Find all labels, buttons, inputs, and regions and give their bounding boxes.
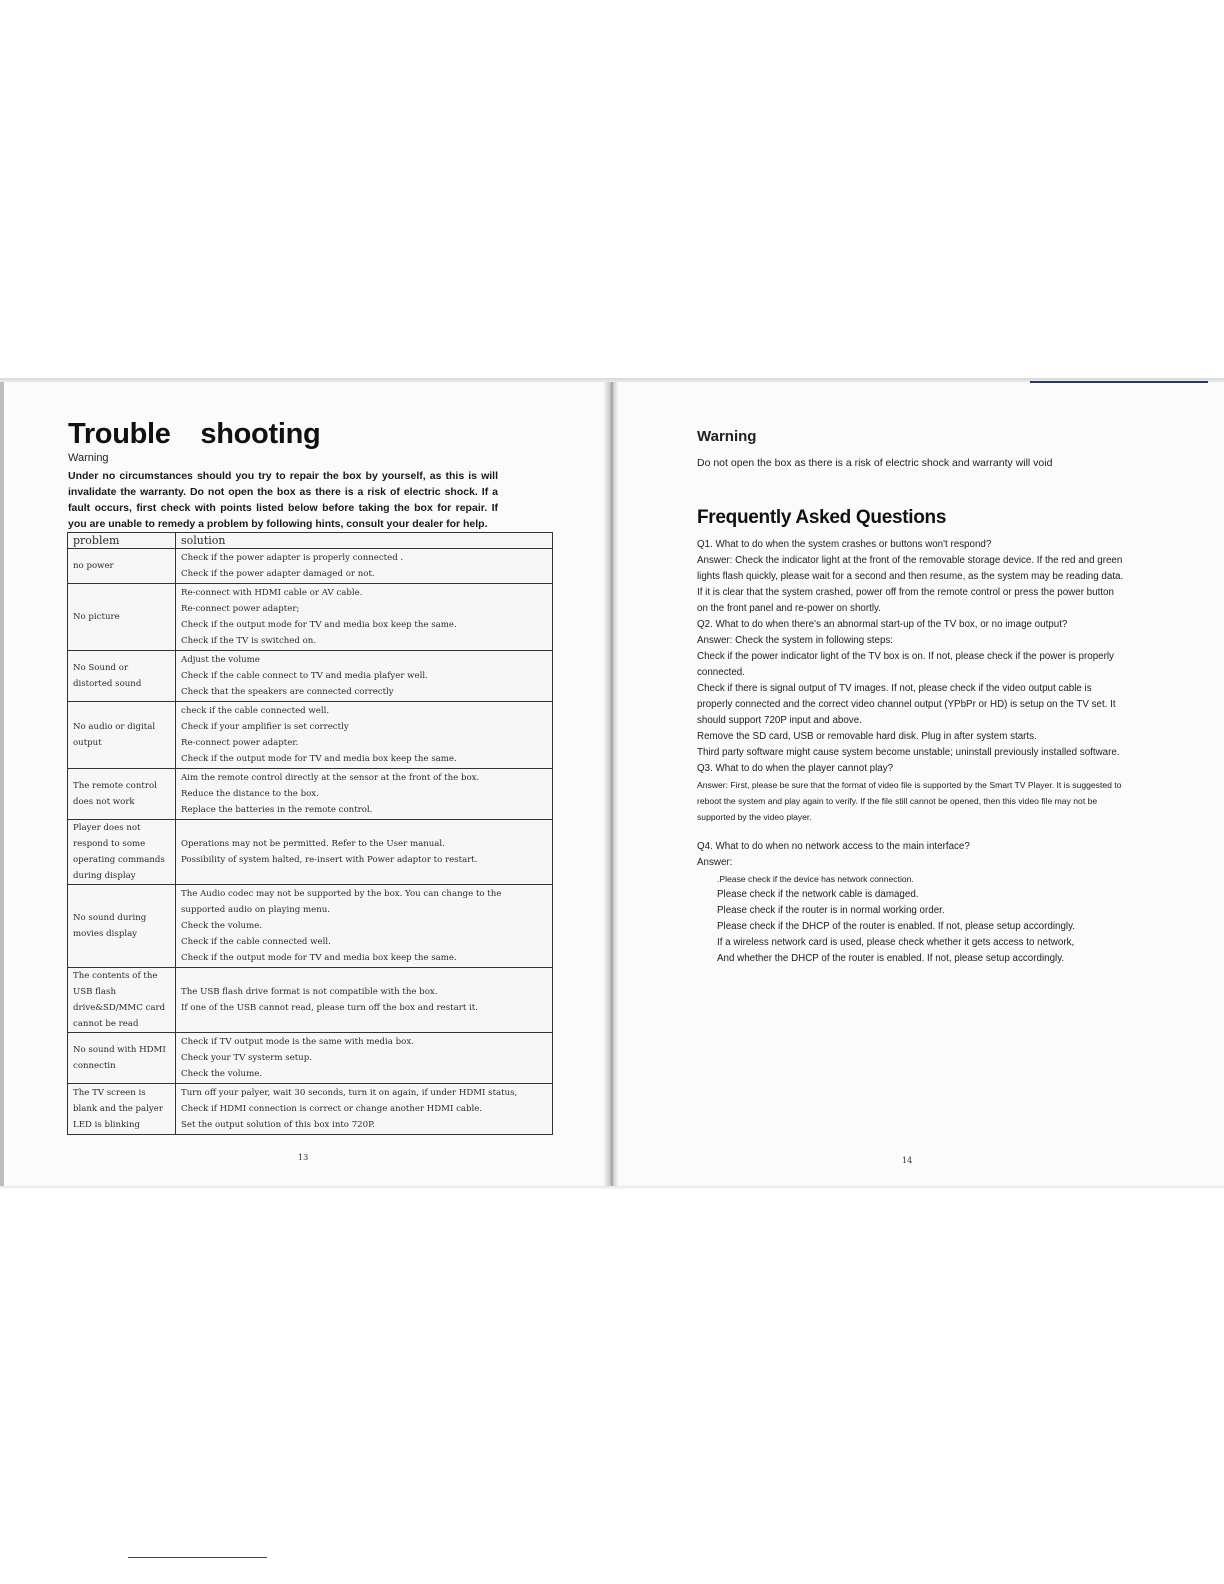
solution-line: Check that the speakers are connected correctly <box>181 687 394 697</box>
table-header-row <box>68 533 553 549</box>
faq-answer-2-line: Check if there is signal output of TV images. If not, please check if the video output cable is properly connected and the correct video channel output (YPbPr or HD) is setup on the TV set. It should support 720P input and above. <box>697 683 1116 726</box>
faq-answer-3: Answer: First, please be sure that the format of video file is supported by the Smart TV Player. It is suggested to reboot the system and play again to verify. If the file still cannot be opened, then this video file may not be supported by the video player. <box>697 780 1122 822</box>
faq-heading: Frequently Asked Questions <box>697 507 947 528</box>
solution-cell <box>176 1033 553 1084</box>
solution-cell <box>176 651 553 702</box>
solution-line: Replace the batteries in the remote control. <box>181 805 373 815</box>
solution-line: Possibility of system halted, re-insert with Power adaptor to restart. <box>181 855 478 865</box>
header-solution: solution <box>176 533 553 549</box>
warning-intro: Under no circumstances should you try to repair the box by yourself, as this is will invalidate the warranty. Do not open the box as there is a risk of electric shock. If a fault occurs, first check with points listed below before taking the box for repair. If you are unable to remedy a problem by following hints, consult your dealer for help. <box>68 470 498 530</box>
problem-cell: The remote control does not work <box>68 769 176 820</box>
solution-line: Adjust the volume <box>181 655 260 665</box>
solution-line: Check the volume. <box>181 921 263 931</box>
solution-cell <box>176 769 553 820</box>
solution-cell <box>176 584 553 651</box>
faq-answer-1: Answer: Check the indicator light at the front of the removable storage device. If the red and green lights flash quickly, please wait for a second and then resume, as the system may be reading data. If it is clear that the system crashed, power off from the remote control or press the power button on the front panel and re-power on shortly. <box>697 555 1124 614</box>
solution-line: The USB flash drive format is not compatible with the box. <box>181 987 438 997</box>
faq-answer-4-line: If a wireless network card is used, please check whether it gets access to network, <box>717 937 1075 948</box>
solution-line: Check if HDMI connection is correct or change another HDMI cable. <box>181 1104 483 1114</box>
solution-line: Aim the remote control directly at the sensor at the front of the box. <box>181 773 480 783</box>
solution-line: Operations may not be permitted. Refer to the User manual. <box>181 839 445 849</box>
troubleshooting-table <box>67 532 553 1135</box>
solution-line: If one of the USB cannot read, please turn off the box and restart it. <box>181 1003 478 1013</box>
booklet-spine <box>604 382 618 1190</box>
faq-answer-4-line: Please check if the network cable is damaged. <box>717 889 919 900</box>
solution-line: Check if the power adapter is properly connected . <box>181 553 404 563</box>
solution-line: Set the output solution of this box into 720P. <box>181 1120 375 1130</box>
solution-line: Re-connect power adapter. <box>181 738 299 748</box>
warning-heading: Warning <box>697 428 757 445</box>
solution-line: Check if the output mode for TV and media box keep the same. <box>181 953 457 963</box>
problem-cell: No Sound or distorted sound <box>68 651 176 702</box>
solution-cell <box>176 1084 553 1135</box>
problem-cell: The TV screen is blank and the palyer LED is blinking <box>68 1084 176 1135</box>
faq-spacer <box>697 825 1127 839</box>
solution-line: Re-connect power adapter; <box>181 604 300 614</box>
problem-cell: The contents of the USB flash drive&SD/MMC card cannot be read <box>68 968 176 1033</box>
page-left-edge <box>0 382 4 1190</box>
page-number-left: 13 <box>298 1153 309 1162</box>
table-row <box>68 820 553 885</box>
right-page-top-rule <box>1030 381 1208 383</box>
solution-cell <box>176 820 553 885</box>
page-title: Trouble shooting <box>68 418 321 450</box>
solution-line: The Audio codec may not be supported by the box. You can change to the supported audio on playing menu. <box>181 889 502 915</box>
table-row <box>68 651 553 702</box>
faq-answer-4-line: .Please check if the device has network connection. <box>717 874 914 884</box>
problem-cell: No sound with HDMI connectin <box>68 1033 176 1084</box>
faq-question-3: Q3. What to do when the player cannot play? <box>697 763 894 774</box>
problem-cell: Player does not respond to some operating commands during display <box>68 820 176 885</box>
solution-cell <box>176 885 553 968</box>
solution-cell <box>176 968 553 1033</box>
faq-body <box>697 537 1127 967</box>
solution-line: Check if the cable connect to TV and media plafyer well. <box>181 671 428 681</box>
header-problem: problem <box>68 533 176 549</box>
problem-cell: No audio or digital output <box>68 702 176 769</box>
table-row <box>68 769 553 820</box>
solution-line: Check the volume. <box>181 1069 263 1079</box>
faq-answer-4-line: Please check if the router is in normal working order. <box>717 905 945 916</box>
page-bottom-edge <box>0 1186 1224 1190</box>
faq-answer-2-line: Third party software might cause system become unstable; uninstall previously installed software. <box>697 747 1120 758</box>
table-row <box>68 968 553 1033</box>
faq-answer-4-line: Please check if the DHCP of the router is enabled. If not, please setup accordingly. <box>717 921 1075 932</box>
solution-line: Check if the output mode for TV and media box keep the same. <box>181 620 457 630</box>
page-number-right: 14 <box>902 1156 913 1165</box>
faq-answer-4-label: Answer: <box>697 857 733 868</box>
faq-answer-2-line: Check if the power indicator light of the TV box is on. If not, please check if the power is properly connected. <box>697 651 1114 678</box>
faq-question-2: Q2. What to do when there's an abnormal start-up of the TV box, or no image output? <box>697 619 1068 630</box>
solution-line: Check if the TV is switched on. <box>181 636 317 646</box>
problem-cell: No sound during movies display <box>68 885 176 968</box>
solution-line: Reduce the distance to the box. <box>181 789 319 799</box>
solution-line: Check if the cable connected well. <box>181 937 331 947</box>
solution-line: Check your TV systerm setup. <box>181 1053 312 1063</box>
solution-cell <box>176 702 553 769</box>
faq-answer-2-line: Remove the SD card, USB or removable hard disk. Plug in after system starts. <box>697 731 1037 742</box>
solution-line: Check if your amplifier is set correctly <box>181 722 349 732</box>
table-row <box>68 1084 553 1135</box>
warning-label: Warning <box>68 452 109 464</box>
solution-line: Check if the power adapter damaged or not. <box>181 569 375 579</box>
table-row <box>68 1033 553 1084</box>
faq-question-1: Q1. What to do when the system crashes or buttons won't respond? <box>697 539 992 550</box>
solution-line: Turn off your palyer, wait 30 seconds, turn it on again, if under HDMI status, <box>181 1088 518 1098</box>
table-row <box>68 885 553 968</box>
table-row <box>68 549 553 584</box>
table-row <box>68 702 553 769</box>
table-row <box>68 584 553 651</box>
faq-answer-4-line: And whether the DHCP of the router is enabled. If not, please setup accordingly. <box>717 953 1065 964</box>
solution-cell <box>176 549 553 584</box>
solution-line: Check if TV output mode is the same with media box. <box>181 1037 414 1047</box>
problem-cell: No picture <box>68 584 176 651</box>
solution-line: Check if the output mode for TV and media box keep the same. <box>181 754 457 764</box>
warning-text: Do not open the box as there is a risk of electric shock and warranty will void <box>697 457 1053 469</box>
solution-line: Re-connect with HDMI cable or AV cable. <box>181 588 363 598</box>
table-body <box>68 549 553 1135</box>
faq-answer-2-intro: Answer: Check the system in following steps: <box>697 635 894 646</box>
blue-underline-mark <box>128 1557 267 1558</box>
problem-cell: no power <box>68 549 176 584</box>
faq-question-4: Q4. What to do when no network access to the main interface? <box>697 841 970 852</box>
solution-line: check if the cable connected well. <box>181 706 330 716</box>
